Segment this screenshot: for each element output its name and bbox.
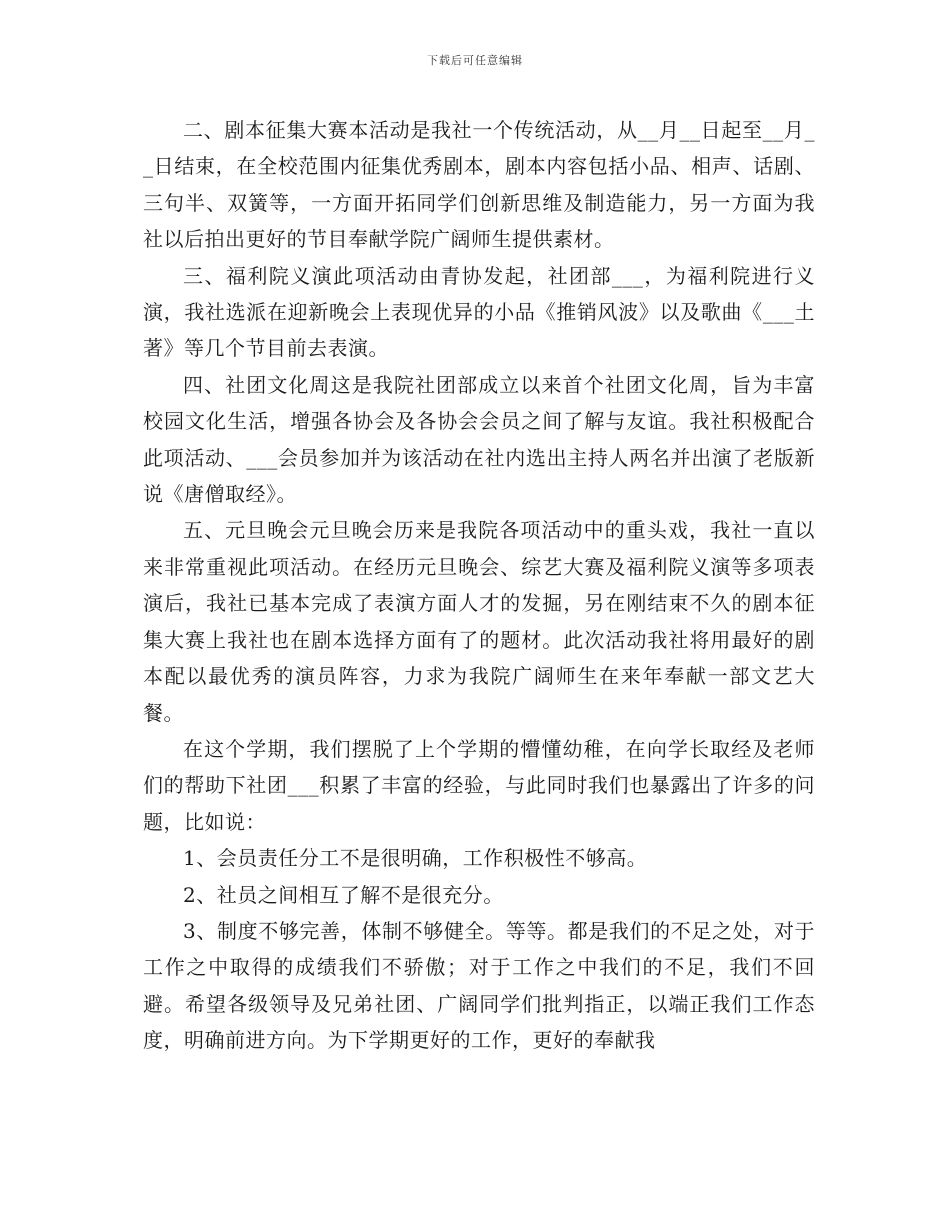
paragraph-charity-performance: 三、福利院义演此项活动由青协发起，社团部___，为福利院进行义演，我社选派在迎新晚会上表现优异的小品《推销风波》以及歌曲《___土著》等几个节目前去表演。 bbox=[143, 263, 815, 361]
page-header: 下载后可任意编辑 bbox=[427, 54, 523, 67]
list-item-problem-1: 1、会员责任分工不是很明确，工作积极性不够高。 bbox=[183, 846, 648, 871]
document-body bbox=[143, 112, 815, 1059]
list-item-problem-3: 3、制度不够完善，体制不够健全。等等。都是我们的不足之处，对于工作之中取得的成绩我们不骄傲；对于工作之中我们的不足，我们不回避。希望各级领导及兄弟社团、广阔同学们批判指正，以端正我们工作态度，明确前进方向。为下学期更好的工作，更好的奉献我 bbox=[143, 918, 815, 1053]
paragraph-new-year-gala: 五、元旦晚会元旦晚会历来是我院各项活动中的重头戏，我社一直以来非常重视此项活动。在经历元旦晚会、综艺大赛及福利院义演等多项表演后，我社已基本完成了表演方面人才的发掘，另在刚结束不久的剧本征集大赛上我社也在剧本选择方面有了的题材。此次活动我社将用最好的剧本配以最优秀的演员阵容，力求为我院广阔师生在来年奉献一部文艺大餐。 bbox=[143, 518, 815, 725]
paragraph-semester-summary: 在这个学期，我们摆脱了上个学期的懵懂幼稚，在向学长取经及老师们的帮助下社团___积累了丰富的经验，与此同时我们也暴露出了许多的问题，比如说： bbox=[143, 736, 815, 834]
list-item-problem-2: 2、社员之间相互了解不是很充分。 bbox=[183, 882, 504, 907]
paragraph-script-contest: 二、剧本征集大赛本活动是我社一个传统活动，从__月__日起至__月__日结束，在全校范围内征集优秀剧本，剧本内容包括小品、相声、话剧、三句半、双簧等，一方面开拓同学们创新思维及制造能力，另一方面为我社以后拍出更好的节目奉献学院广阔师生提供素材。 bbox=[143, 118, 815, 252]
paragraph-culture-week: 四、社团文化周这是我院社团部成立以来首个社团文化周，旨为丰富校园文化生活，增强各协会及各协会会员之间了解与友谊。我社积极配合此项活动、___会员参加并为该活动在社内选出主持人两名并出演了老版新说《唐僧取经》。 bbox=[143, 372, 815, 507]
